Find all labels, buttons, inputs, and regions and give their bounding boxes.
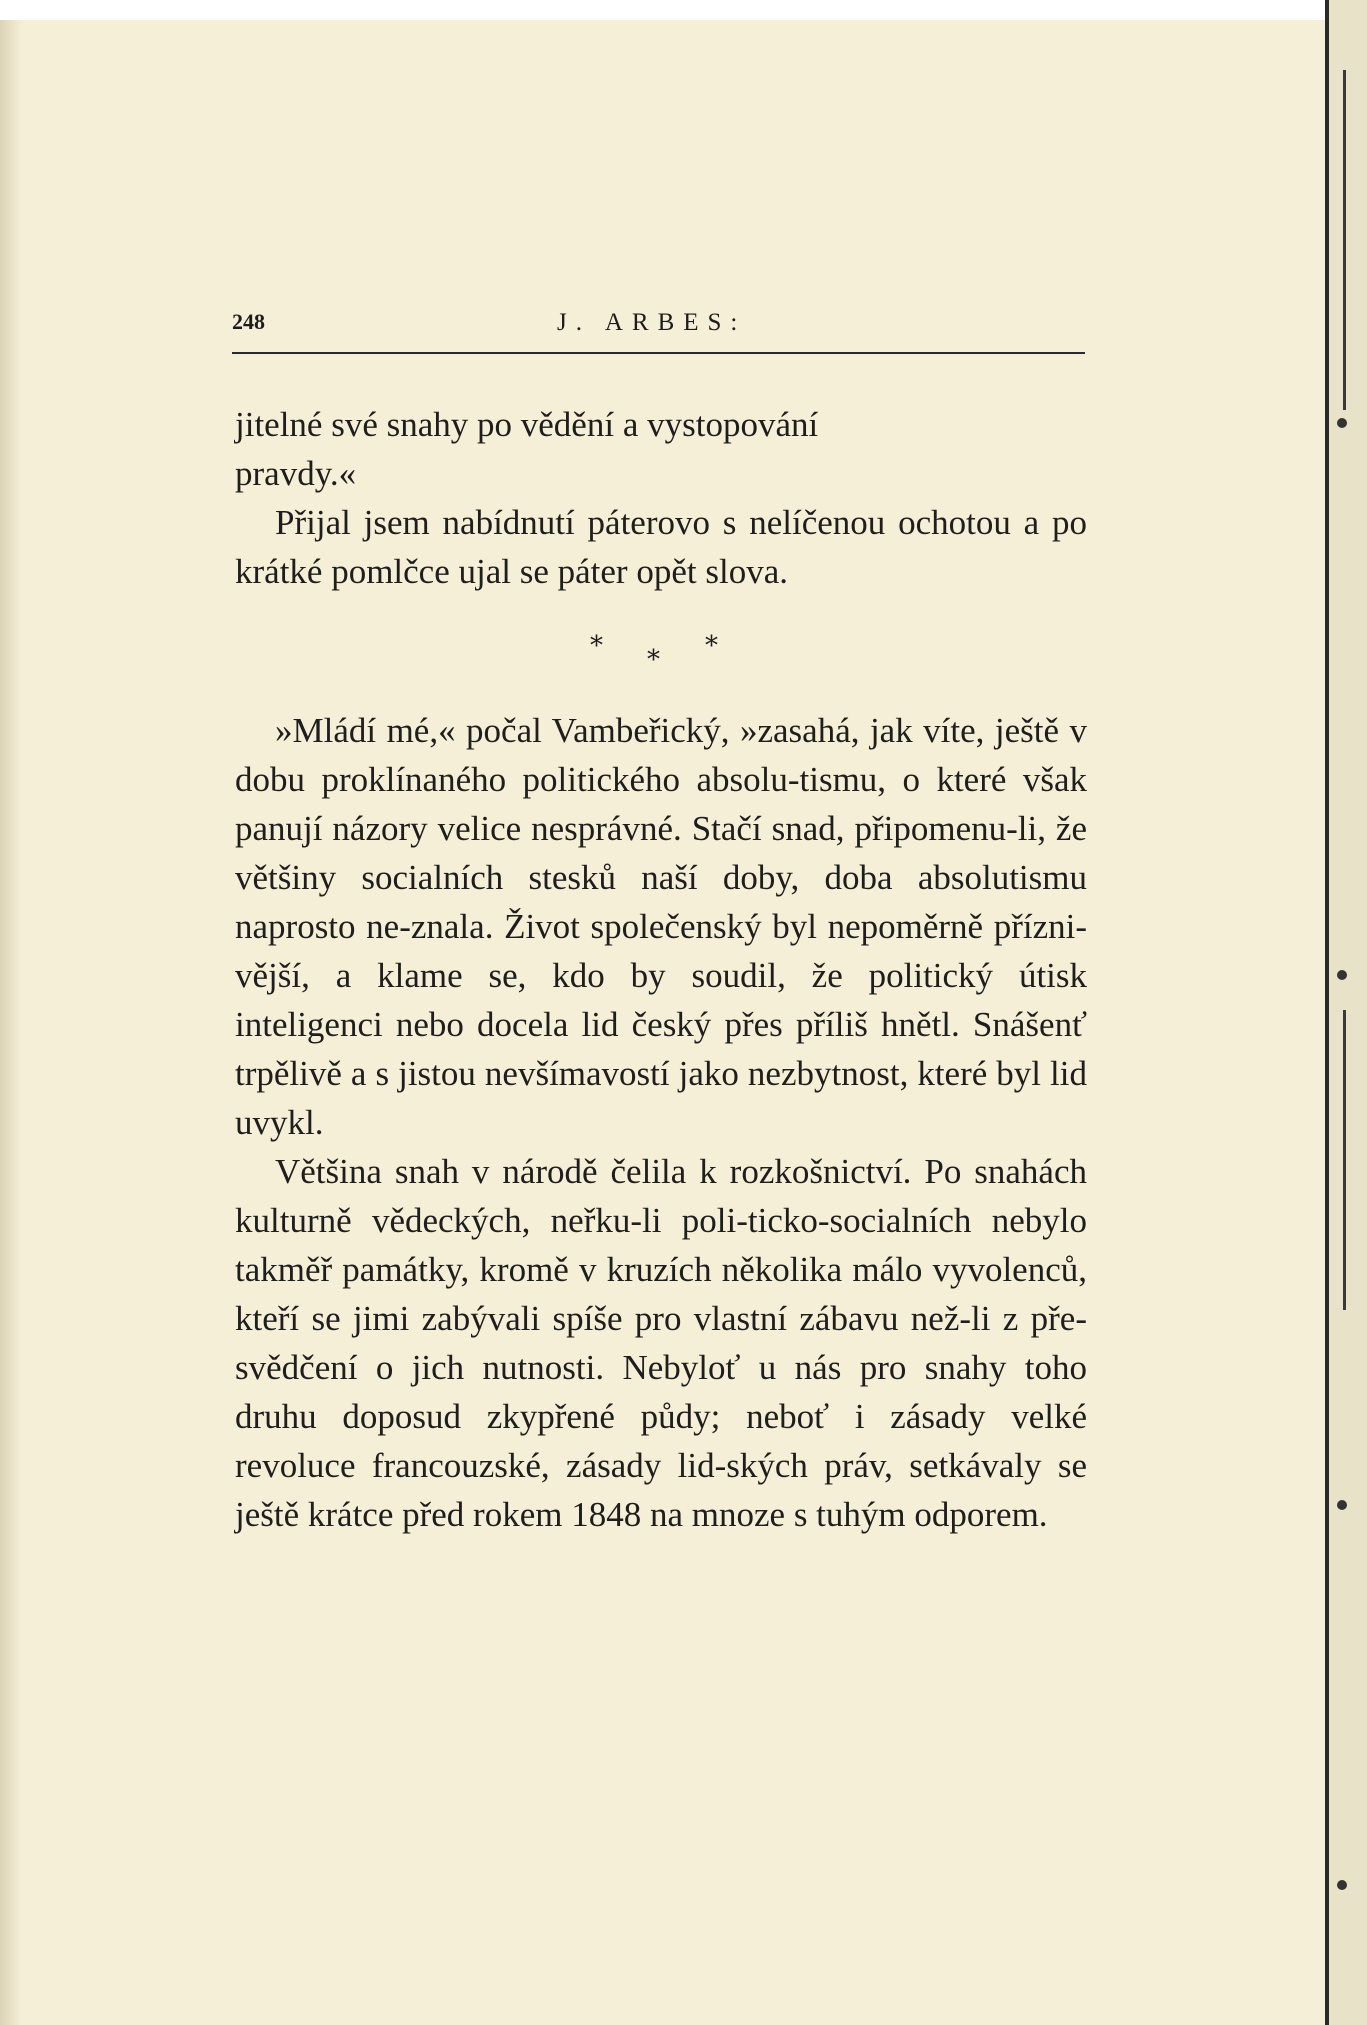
binding-line (1343, 70, 1346, 410)
text-line: »Mládí mé,« počal Vambeřický, »zasahá, jak víte, (275, 711, 985, 750)
text-line: stesků naší doby, doba absolutismu naprosto ne- (235, 858, 1087, 946)
text-line: vější, a klame se, kdo by soudil, že politický (235, 956, 994, 995)
asterisk: * (705, 631, 718, 661)
body-text (235, 400, 1087, 1539)
page-edge-line (1325, 0, 1329, 2025)
text-line: ských práv, setkávaly se ještě krátce před rokem (235, 1446, 1087, 1534)
paragraph (235, 400, 1087, 498)
page-shadow (0, 20, 22, 2025)
paragraph (235, 706, 1087, 1147)
text-line: útisk inteligenci nebo docela lid český přes příliš (235, 956, 1088, 1044)
asterisk: * (647, 645, 660, 675)
text-line: Většina snah v národě čelila k rozkošnictví. (275, 1152, 912, 1191)
text-line: Stačí snad, připomenu-li, že většiny socialních (235, 809, 1088, 897)
section-break (235, 596, 1087, 706)
text-line: jako nezbytnost, které byl lid uvykl. (235, 1054, 1087, 1142)
binding-mark (1337, 418, 1347, 428)
binding-mark (1337, 1880, 1347, 1890)
text-line: ještě v dobu proklínaného politického absolu- (235, 711, 1087, 799)
paragraph (235, 498, 1087, 596)
text-line: jitelné své snahy po vědění a vystopování (235, 405, 819, 444)
paragraph (235, 1147, 1087, 1539)
text-line: Po snahách kulturně vědeckých, neřku-li poli- (235, 1152, 1087, 1240)
binding-mark (1337, 1500, 1347, 1510)
text-line: Přijal jsem nabídnutí páterovo s nelíčenou (275, 503, 886, 542)
text-line: 1848 na mnoze s tuhým odporem. (571, 1495, 1048, 1534)
header-rule (232, 352, 1085, 354)
text-line: pravdy.« (235, 454, 357, 493)
text-line: snahy toho druhu doposud zkypřené půdy; neboť (235, 1348, 1087, 1436)
text-line: slova. (705, 552, 788, 591)
book-gutter (1325, 0, 1367, 2025)
text-line: ochotou a po krátké pomlčce ujal se páter opět (235, 503, 1088, 591)
text-line: v kruzích několika málo vyvolenců, kteří se jimi (235, 1250, 1087, 1338)
asterisk: * (590, 631, 603, 661)
binding-mark (1337, 970, 1347, 980)
text-line: hnětl. Snášenť trpělivě a s jistou nevšímavostí (235, 1005, 1088, 1093)
text-line: tismu, o které však panují názory velice nesprávné. (235, 760, 1087, 848)
page-header (232, 309, 1085, 349)
binding-line (1343, 1010, 1346, 1310)
text-line: svědčení o jich nutnosti. Nebyloť u nás pro (235, 1348, 907, 1387)
page-number: 248 (232, 309, 265, 334)
text-line: i zásady velké revoluce francouzské, zásady lid- (235, 1397, 1087, 1485)
text-line: znala. Život společenský byl nepoměrně přízni- (410, 907, 1087, 946)
text-line: zabývali spíše pro vlastní zábavu než-li z pře- (421, 1299, 1087, 1338)
running-head: J. ARBES: (557, 309, 747, 336)
text-line: ticko-socialních nebylo takměř památky, kromě (235, 1201, 1087, 1289)
